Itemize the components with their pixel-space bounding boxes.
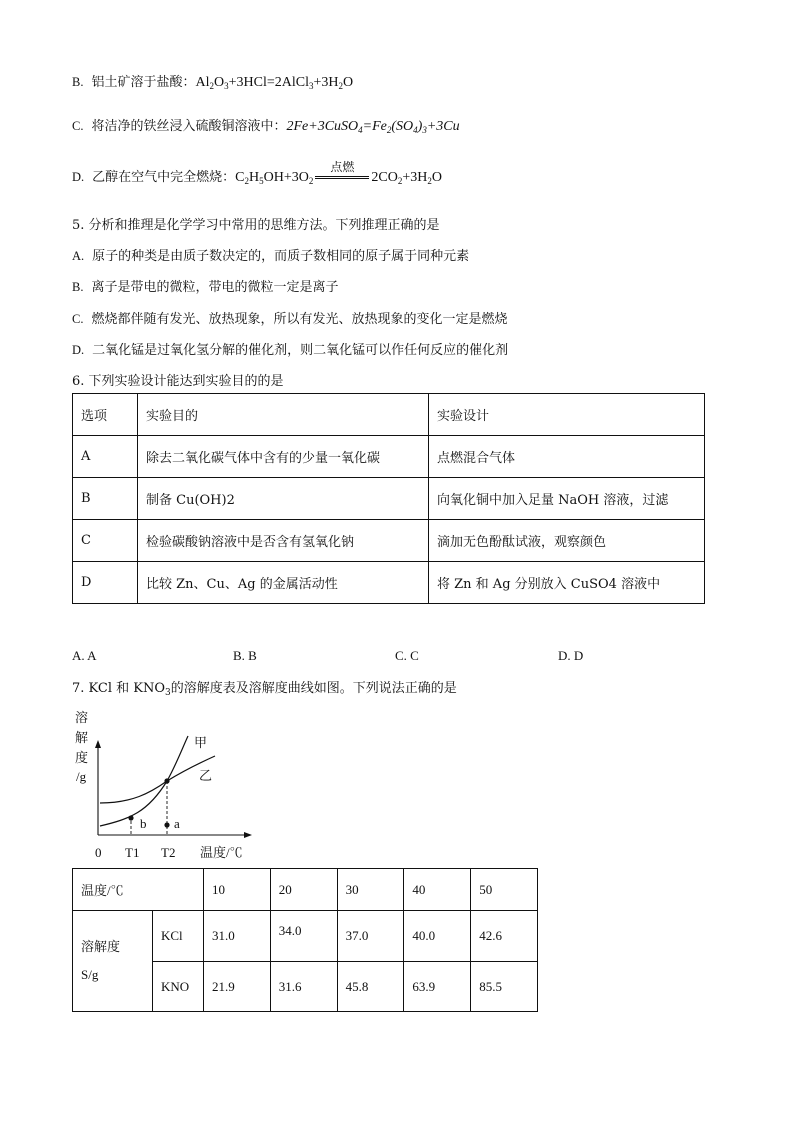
q5-option-a bbox=[72, 245, 469, 264]
header-cell: 实验设计 bbox=[429, 394, 705, 436]
q4-option-b bbox=[72, 71, 353, 91]
option-text: 离子是带电的微粒，带电的微粒一定是离子 bbox=[91, 280, 339, 295]
table-cell: 31.6 bbox=[270, 962, 337, 1012]
option-label: B. bbox=[72, 280, 84, 294]
table-cell: 比较 Zn、Cu、Ag 的金属活动性 bbox=[138, 562, 429, 604]
table-cell: 85.5 bbox=[471, 962, 538, 1012]
point-a bbox=[164, 822, 169, 827]
y-axis-label-1: 溶 bbox=[75, 710, 89, 725]
table-cell: 45.8 bbox=[337, 962, 404, 1012]
table-cell: 42.6 bbox=[471, 911, 538, 962]
answer-choice-c[interactable]: C. C bbox=[395, 648, 419, 663]
table-cell: 除去二氧化碳气体中含有的少量一氧化碳 bbox=[138, 436, 429, 478]
formula-left: $C_2H_5OH+3O_2$ bbox=[235, 170, 314, 186]
table-row bbox=[73, 911, 538, 962]
option-label: D. bbox=[72, 343, 85, 357]
q7-stem-subscript: 3 bbox=[165, 688, 171, 698]
table-cell: 滴加无色酚酞试液，观察颜色 bbox=[429, 520, 705, 562]
point-b-label: b bbox=[140, 816, 147, 831]
y-axis-arrow bbox=[95, 740, 101, 748]
q7-stem-prefix: 7. KCl 和 KNO bbox=[72, 681, 166, 696]
solubility-curve-graph bbox=[70, 707, 260, 867]
table-cell: 40.0 bbox=[404, 911, 471, 962]
q5-stem: 5. 分析和推理是化学学习中常用的思维方法。下列推理正确的是 bbox=[72, 218, 440, 233]
curve-yi-label: 乙 bbox=[199, 768, 213, 783]
solubility-label bbox=[73, 911, 153, 1012]
t1-label: T1 bbox=[125, 845, 140, 860]
table-cell: D bbox=[73, 562, 138, 604]
temperature-cell: 40 bbox=[404, 869, 471, 911]
option-label: C. bbox=[72, 312, 84, 326]
option-label: B. bbox=[72, 75, 84, 89]
option-text: 铝土矿溶于盐酸： bbox=[91, 75, 196, 90]
x-axis-label: 温度/℃ bbox=[200, 845, 243, 860]
formula: $Al_2O_3+3HCl=2AlCl_3+3H_2O$ bbox=[195, 75, 354, 91]
curve-jia bbox=[100, 736, 188, 826]
temperature-cell: 20 bbox=[270, 869, 337, 911]
y-axis-label-4: /g bbox=[76, 769, 87, 784]
option-label: A. bbox=[72, 249, 85, 263]
answer-choice-d[interactable]: D. D bbox=[558, 648, 584, 663]
header-cell: 选项 bbox=[73, 394, 138, 436]
q4-option-c bbox=[72, 115, 460, 135]
temperature-cell: 50 bbox=[471, 869, 538, 911]
solubility-label-line1: 溶解度 bbox=[81, 939, 121, 954]
table-header-row bbox=[73, 394, 705, 436]
table-cell: 点燃混合气体 bbox=[429, 436, 705, 478]
curve-yi bbox=[100, 756, 215, 803]
q5-option-c bbox=[72, 308, 507, 327]
table-cell: 34.0 bbox=[270, 911, 337, 962]
table-row bbox=[73, 478, 705, 520]
table-cell: 63.9 bbox=[404, 962, 471, 1012]
formula-right: $2CO_2+3H_2O$ bbox=[371, 170, 442, 186]
table-cell: 31.0 bbox=[204, 911, 271, 962]
substance-name: KNO bbox=[153, 962, 204, 1012]
answer-choice-b[interactable]: B. B bbox=[233, 648, 257, 663]
solubility-label-line2: S/g bbox=[81, 967, 99, 982]
q5-option-b bbox=[72, 276, 338, 295]
point-a-label: a bbox=[174, 816, 180, 831]
reaction-condition-sign bbox=[315, 160, 369, 180]
table-cell: 检验碳酸钠溶液中是否含有氢氧化钠 bbox=[138, 520, 429, 562]
temperature-label: 温度/℃ bbox=[73, 869, 204, 911]
table-cell: C bbox=[73, 520, 138, 562]
option-text: 二氧化锰是过氧化氢分解的催化剂，则二氧化锰可以作任何反应的催化剂 bbox=[92, 343, 509, 358]
curve-jia-label: 甲 bbox=[194, 735, 208, 750]
point-b bbox=[128, 815, 133, 820]
option-text: 乙醇在空气中完全燃烧： bbox=[92, 170, 236, 185]
origin-label: 0 bbox=[95, 845, 102, 860]
table-cell: A bbox=[73, 436, 138, 478]
q6-table bbox=[72, 393, 705, 604]
q7-solubility-table bbox=[72, 868, 538, 1012]
table-row bbox=[73, 520, 705, 562]
option-label: D. bbox=[72, 170, 85, 184]
q6-stem: 6. 下列实验设计能达到实验目的的是 bbox=[72, 374, 284, 389]
table-row bbox=[73, 562, 705, 604]
table-cell: 21.9 bbox=[204, 962, 271, 1012]
intersection-point bbox=[164, 778, 169, 783]
q7-stem bbox=[72, 677, 457, 698]
option-label: C. bbox=[72, 119, 84, 133]
header-cell: 实验目的 bbox=[138, 394, 429, 436]
table-cell: 37.0 bbox=[337, 911, 404, 962]
q5-option-d bbox=[72, 339, 508, 358]
temperature-cell: 30 bbox=[337, 869, 404, 911]
table-cell: 向氧化铜中加入足量 NaOH 溶液，过滤 bbox=[429, 478, 705, 520]
reaction-condition: 点燃 bbox=[330, 160, 355, 174]
q4-option-d bbox=[72, 160, 442, 186]
option-text: 原子的种类是由质子数决定的，而质子数相同的原子属于同种元素 bbox=[92, 249, 470, 264]
answer-choice-a[interactable]: A. A bbox=[72, 648, 97, 663]
temperature-cell: 10 bbox=[204, 869, 271, 911]
t2-label: T2 bbox=[161, 845, 176, 860]
table-header-row bbox=[73, 869, 538, 911]
option-text: 燃烧都伴随有发光、放热现象，所以有发光、放热现象的变化一定是燃烧 bbox=[91, 312, 508, 327]
table-cell: 将 Zn 和 Ag 分别放入 CuSO4 溶液中 bbox=[429, 562, 705, 604]
table-row bbox=[73, 436, 705, 478]
table-cell: 制备 Cu(OH)2 bbox=[138, 478, 429, 520]
y-axis-label-2: 解 bbox=[75, 730, 89, 745]
formula: $2Fe+3CuSO_4=Fe_2(SO_4)_3+3Cu$ bbox=[286, 119, 460, 135]
x-axis-arrow bbox=[244, 832, 252, 838]
q7-stem-suffix: 的溶解度表及溶解度曲线如图。下列说法正确的是 bbox=[170, 681, 457, 696]
substance-name: KCl bbox=[153, 911, 204, 962]
option-text: 将洁净的铁丝浸入硫酸铜溶液中： bbox=[91, 119, 287, 134]
y-axis-label-3: 度 bbox=[75, 750, 89, 765]
table-cell: B bbox=[73, 478, 138, 520]
